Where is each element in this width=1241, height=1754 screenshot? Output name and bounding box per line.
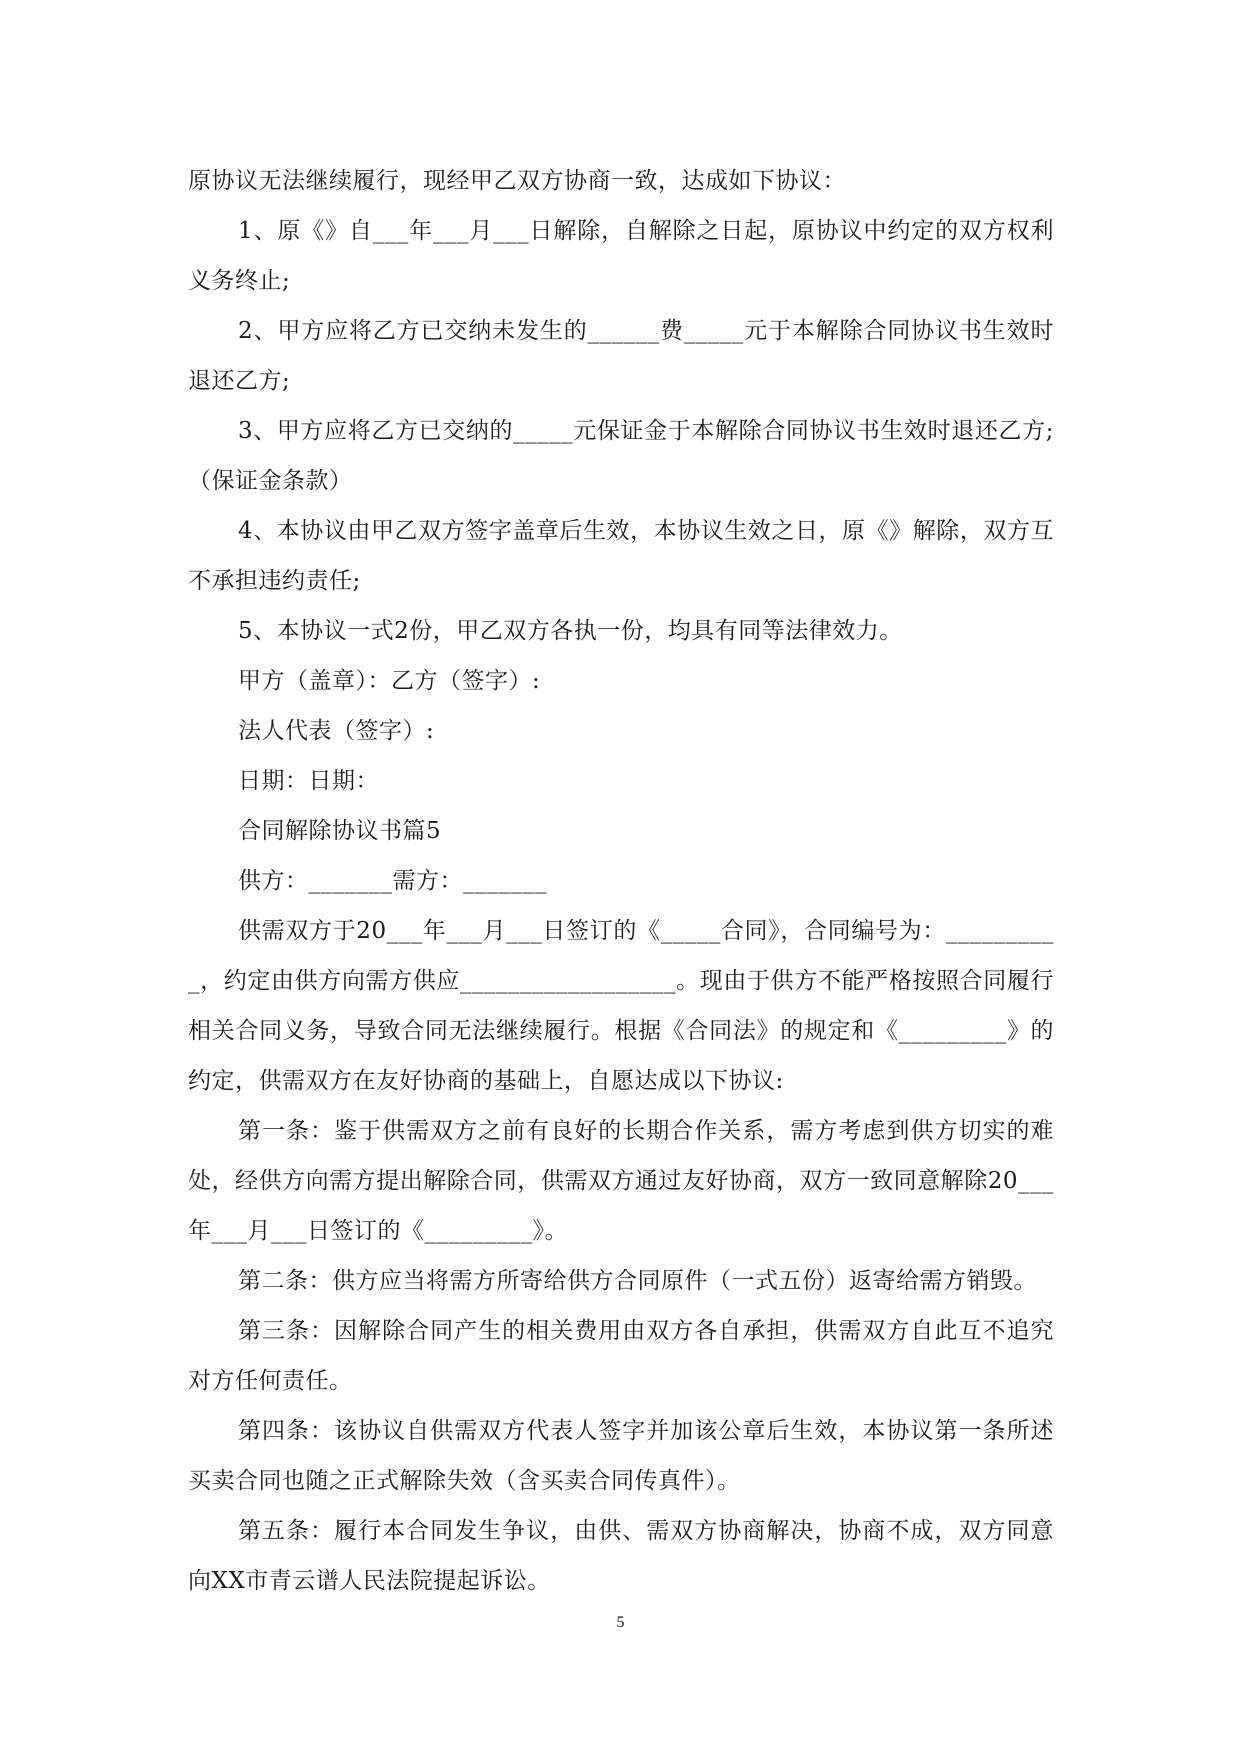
document-body — [188, 156, 1054, 1606]
paragraph-clause-5: 5、本协议一式2份，甲乙双方各执一份，均具有同等法律效力。 — [238, 618, 903, 644]
parties-line: 供方：_______需方：_______ — [238, 868, 547, 894]
signature-party-line: 甲方（盖章）：乙方（签字）: — [238, 668, 541, 694]
paragraph-clause-2: 2、甲方应将乙方已交纳未发生的______费_____元于本解除合同协议书生效时退还乙方; — [188, 318, 1054, 394]
signature-legal-rep-line: 法人代表（签字）: — [238, 718, 435, 744]
paragraph-preamble: 原协议无法继续履行，现经甲乙双方协商一致，达成如下协议： — [188, 168, 846, 194]
paragraph-article-5: 第五条：履行本合同发生争议，由供、需双方协商解决，协商不成，双方同意向XX市青云谱人民法院提起诉讼。 — [188, 1518, 1054, 1594]
paragraph-article-4: 第四条：该协议自供需双方代表人签字并加该公章后生效，本协议第一条所述买卖合同也随之正式解除失效（含买卖合同传真件）。 — [188, 1418, 1054, 1494]
paragraph-article-3: 第三条：因解除合同产生的相关费用由双方各自承担，供需双方自此互不追究对方任何责任。 — [188, 1318, 1054, 1394]
paragraph-clause-1: 1、原《》自___年___月___日解除，自解除之日起，原协议中约定的双方权利义务终止; — [188, 218, 1054, 294]
paragraph-clause-3: 3、甲方应将乙方已交纳的_____元保证金于本解除合同协议书生效时退还乙方;（保证金条款） — [188, 418, 1054, 494]
paragraph-clause-4: 4、本协议由甲乙双方签字盖章后生效，本协议生效之日，原《》解除，双方互不承担违约责任; — [188, 518, 1054, 594]
signature-date-line: 日期：日期： — [238, 768, 379, 794]
page-number: 5 — [616, 1614, 625, 1631]
paragraph-article-1: 第一条：鉴于供需双方之前有良好的长期合作关系，需方考虑到供方切实的难处，经供方向需方提出解除合同，供需双方通过友好协商，双方一致同意解除20___年___月___日签订的《_________》。 — [188, 1118, 1054, 1244]
section-heading: 合同解除协议书篇5 — [238, 818, 442, 844]
paragraph-background: 供需双方于20___年___月___日签订的《_____合同》，合同编号为：__________，约定由供方向需方供应__________________。现由于供方不能严格按照合同履行相关合同义务，导致合同无法继续履行。根据《合同法》的规定和《_________》的约定，供需双方在友好协商的基础上，自愿达成以下协议: — [188, 918, 1054, 1094]
paragraph-article-2: 第二条：供方应当将需方所寄给供方合同原件（一式五份）返寄给需方销毁。 — [238, 1268, 1037, 1294]
